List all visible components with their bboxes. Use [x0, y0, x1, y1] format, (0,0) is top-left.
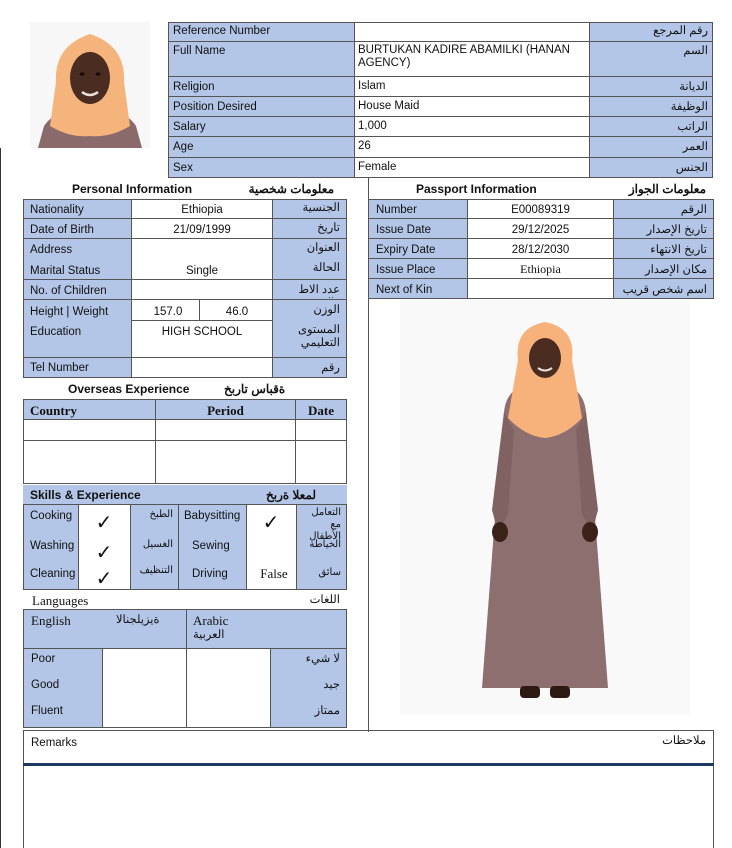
personal-info-title-ar: معلومات شخصية	[248, 182, 334, 196]
religion-value: Islam	[354, 76, 590, 97]
dob-value: 21/09/1999	[173, 224, 231, 236]
remarks-box	[23, 766, 714, 848]
fullname-value: BURTUKAN KADIRE ABAMILKI (HANAN AGENCY)	[354, 41, 590, 77]
issue-place-label: Issue Place	[376, 264, 436, 276]
nationality-value: Ethiopia	[181, 204, 223, 216]
position-label: Position Desired	[168, 96, 355, 117]
overseas-title: Overseas Experience	[68, 382, 190, 396]
languages-title-ar: اللغات	[309, 594, 340, 606]
personal-info-title: Personal Information	[72, 182, 193, 196]
remarks-label: Remarks	[31, 737, 78, 749]
washing-label-ar: الغسيل	[142, 539, 173, 550]
marital-status-value: Single	[186, 265, 218, 277]
marital-status-label: Marital Status	[30, 265, 101, 277]
reference-label-ar: رقم المرجع	[589, 22, 713, 42]
height-weight-label: Height | Weight	[30, 306, 109, 318]
babysitting-check: ✓	[262, 510, 280, 534]
position-value: House Maid	[354, 96, 590, 117]
issue-date-value: 29/12/2025	[511, 224, 570, 236]
marital-status-label-ar: الحالة	[312, 262, 340, 274]
age-label: Age	[168, 136, 355, 158]
issue-date-label-ar: تاريخ الإصدار	[646, 224, 707, 236]
cooking-label: Cooking	[30, 510, 73, 522]
salary-value: 1,000	[354, 116, 590, 137]
religion-label: Religion	[168, 76, 355, 97]
driving-value: False	[260, 566, 288, 581]
cleaning-label: Cleaning	[30, 568, 76, 580]
expiry-date-value: 28/12/2030	[511, 244, 570, 256]
fullname-label: Full Name	[168, 41, 355, 77]
overseas-col-country: Country	[30, 403, 77, 418]
age-label-ar: العمر	[589, 136, 713, 158]
address-label-ar: العنوان	[306, 242, 340, 254]
english-label-ar: ةيزيلجنالا	[116, 614, 160, 626]
page-edge	[0, 148, 1, 848]
salary-label: Salary	[168, 116, 355, 137]
issue-place-value: Ethiopia	[520, 262, 561, 276]
address-label: Address	[30, 244, 73, 256]
cooking-label-ar: الطبخ	[149, 509, 173, 520]
portrait-photo	[30, 22, 150, 148]
expiry-date-label: Expiry Date	[376, 244, 436, 256]
sex-value: Female	[354, 157, 590, 178]
age-value: 26	[354, 136, 590, 158]
washing-label: Washing	[30, 540, 75, 552]
driving-label-ar: سائق	[318, 567, 341, 578]
passport-info-title: Passport Information	[416, 182, 537, 196]
arabic-label: Arabic	[193, 613, 229, 628]
babysitting-label: Babysitting	[184, 510, 241, 522]
poor-label-ar: لا شيء	[305, 653, 340, 665]
next-of-kin-label-ar: اسم شخص قريب	[622, 284, 707, 296]
overseas-col-date: Date	[308, 403, 334, 418]
nationality-label-ar: الجنسية	[302, 202, 340, 214]
good-label: Good	[31, 679, 60, 691]
next-of-kin-label: Next of Kin	[376, 284, 433, 296]
nationality-label: Nationality	[30, 204, 84, 216]
tel-label-ar: رقم	[321, 362, 340, 374]
skills-title-ar: لمعلا ةربخ	[266, 488, 317, 502]
passport-number-label-ar: الرقم	[680, 204, 707, 216]
cleaning-label-ar: التنظيف	[139, 565, 173, 576]
cooking-check: ✓	[95, 510, 113, 534]
passport-number-value: E00089319	[511, 204, 570, 216]
sex-label: Sex	[168, 157, 355, 178]
height-weight-label-ar: الوزن	[313, 304, 340, 316]
fullname-label-ar: السم	[589, 41, 713, 77]
remarks-label-ar: ملاحظات	[662, 735, 706, 747]
skills-title: Skills & Experience	[30, 488, 141, 502]
reference-label: Reference Number	[168, 22, 355, 42]
overseas-col-period: Period	[207, 403, 244, 418]
weight-value: 46.0	[225, 306, 249, 318]
height-value: 157.0	[153, 306, 183, 318]
education-label-ar: المستوى التعليمي	[297, 324, 340, 349]
children-label-ar: عدد الاط	[298, 284, 340, 296]
education-value: HIGH SCHOOL	[161, 326, 243, 338]
issue-date-label: Issue Date	[376, 224, 431, 236]
children-label: No. of Children	[30, 285, 107, 297]
sewing-value	[248, 538, 294, 554]
reference-value	[354, 22, 590, 42]
driving-label: Driving	[192, 568, 228, 580]
position-label-ar: الوظيفة	[589, 96, 713, 117]
poor-label: Poor	[31, 653, 56, 665]
fluent-label: Fluent	[31, 705, 63, 717]
arabic-label-ar: العربية	[193, 629, 225, 641]
religion-label-ar: الديانة	[589, 76, 713, 97]
sewing-label-ar: الخياطة	[309, 539, 341, 550]
full-body-photo	[400, 300, 690, 714]
fluent-label-ar: ممتاز	[314, 705, 340, 717]
english-label: English	[31, 613, 71, 628]
dob-label: Date of Birth	[30, 224, 94, 236]
salary-label-ar: الراتب	[589, 116, 713, 137]
passport-number-label: Number	[376, 204, 417, 216]
languages-title: Languages	[32, 593, 89, 608]
overseas-title-ar: ةقباس تاربخ	[224, 382, 286, 396]
passport-info-title-ar: معلومات الجواز	[628, 182, 706, 196]
cleaning-check: ✓	[95, 566, 113, 590]
sex-label-ar: الجنس	[589, 157, 713, 178]
good-label-ar: جيد	[323, 679, 340, 691]
babysitting-label-ar: التعامل مع الأطفال	[309, 507, 341, 541]
tel-label: Tel Number	[30, 362, 89, 374]
washing-check: ✓	[95, 540, 113, 564]
education-label: Education	[30, 326, 82, 338]
dob-label-ar: تاريخ	[317, 222, 340, 234]
sewing-label: Sewing	[192, 540, 230, 552]
issue-place-label-ar: مكان الإصدار	[645, 264, 707, 276]
expiry-date-label-ar: تاريخ الانتهاء	[650, 244, 707, 256]
